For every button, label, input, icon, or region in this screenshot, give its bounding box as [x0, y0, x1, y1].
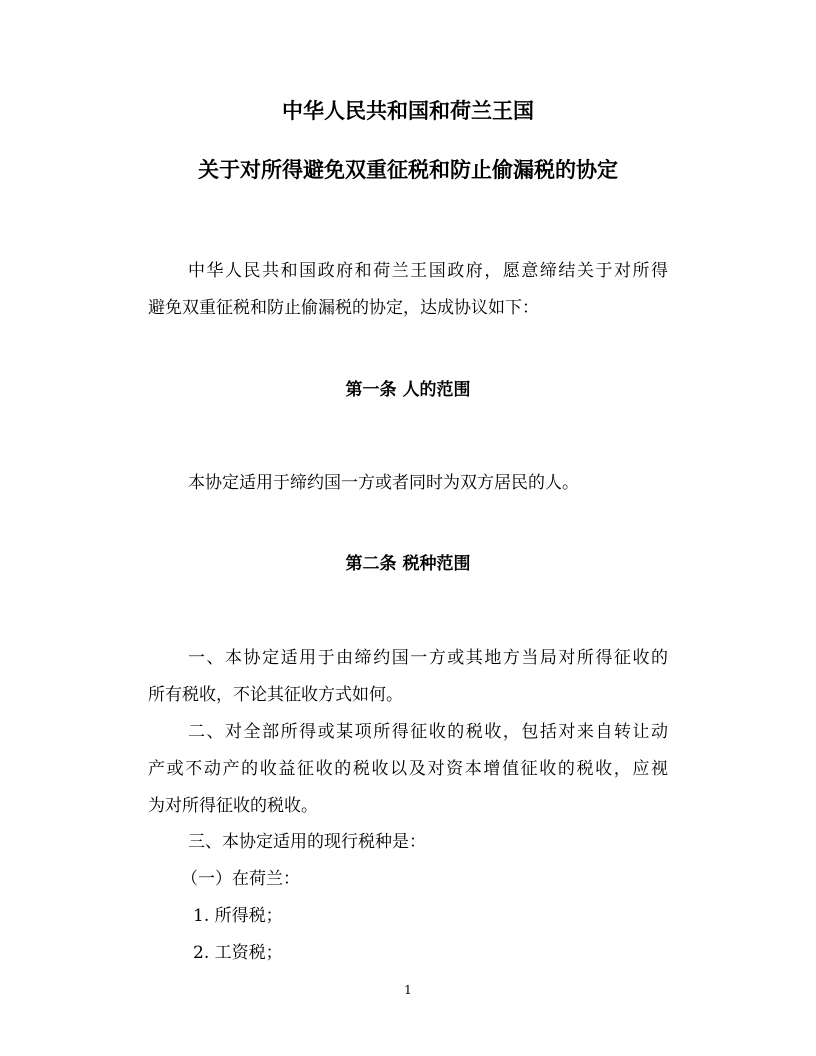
preamble-line-2: 避免双重征税和防止偷漏税的协定，达成协议如下：: [148, 298, 539, 318]
article-2-paragraph-2-line-2: 产或不动产的收益征收的税收以及对资本增值征收的税收，应视: [148, 759, 668, 779]
article-2-paragraph-1-line-2: 所有税收，不论其征收方式如何。: [148, 685, 403, 705]
article-1-heading: 第一条 人的范围: [345, 380, 471, 400]
preamble-line-1: 中华人民共和国政府和荷兰王国政府，愿意缔结关于对所得: [188, 261, 668, 281]
netherlands-subsection: （一）在荷兰：: [181, 869, 300, 889]
article-2-paragraph-1-line-1: 一、本协定适用于由缔约国一方或其地方当局对所得征收的: [188, 648, 668, 668]
document-title-line-1: 中华人民共和国和荷兰王国: [282, 99, 534, 123]
tax-item-income-tax: 1. 所得税；: [193, 906, 283, 926]
article-2-paragraph-2-line-1: 二、对全部所得或某项所得征收的税收，包括对来自转让动: [188, 722, 668, 742]
tax-item-wage-tax: 2. 工资税；: [193, 943, 283, 963]
article-2-paragraph-3: 三、本协定适用的现行税种是：: [188, 832, 426, 852]
article-2-heading: 第二条 税种范围: [345, 554, 471, 574]
page-number: 1: [404, 983, 412, 997]
article-2-paragraph-2-line-3: 为对所得征收的税收。: [148, 796, 318, 816]
document-title-line-2: 关于对所得避免双重征税和防止偷漏税的协定: [198, 158, 618, 182]
article-1-text: 本协定适用于缔约国一方或者同时为双方居民的人。: [188, 473, 579, 493]
